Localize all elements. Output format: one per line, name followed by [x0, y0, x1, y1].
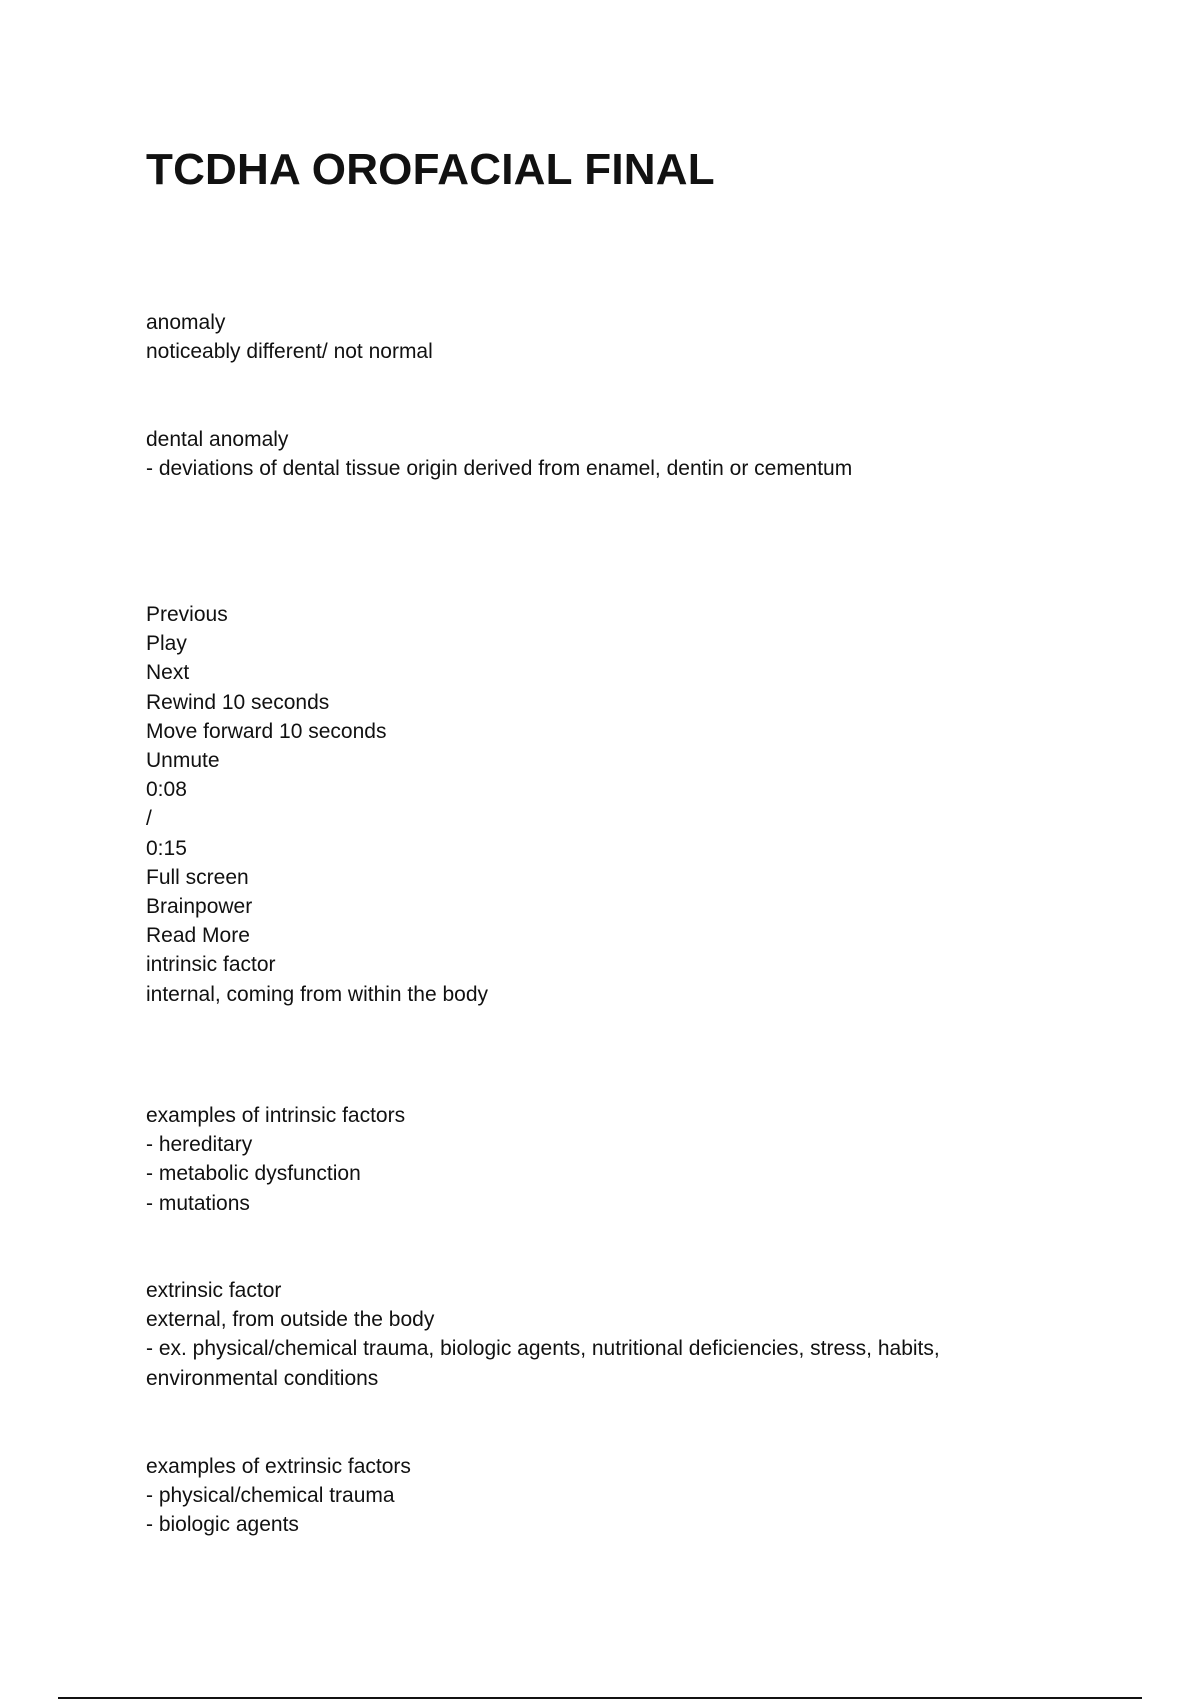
term-extrinsic-examples	[146, 1452, 1046, 1540]
current-time: 0:08	[146, 778, 187, 802]
unmute-button[interactable]: Unmute	[146, 749, 220, 773]
term-label: dental anomaly	[146, 428, 289, 451]
list-item: - metabolic dysfunction	[146, 1162, 361, 1186]
term-detail: - ex. physical/chemical trauma, biologic agents, nutritional deficiencies, stress, habits, environmental conditions	[146, 1337, 940, 1390]
term-extrinsic-factor	[146, 1276, 1046, 1393]
list-item: - hereditary	[146, 1133, 253, 1157]
previous-button[interactable]: Previous	[146, 603, 228, 626]
term-definition: - deviations of dental tissue origin derived from enamel, dentin or cementum	[146, 457, 853, 481]
term-dental-anomaly	[146, 425, 1046, 483]
term-anomaly	[146, 308, 1046, 366]
term-label-intrinsic-factor: intrinsic factor	[146, 953, 276, 977]
fullscreen-button[interactable]: Full screen	[146, 865, 249, 889]
duration: 0:15	[146, 836, 187, 860]
brand-label: Brainpower	[146, 895, 253, 919]
read-more-link[interactable]: Read More	[146, 924, 250, 948]
term-label: examples of extrinsic factors	[146, 1455, 411, 1478]
footer-divider	[58, 1697, 1142, 1699]
list-item: - physical/chemical trauma	[146, 1484, 395, 1508]
time-separator: /	[146, 807, 152, 831]
term-label: extrinsic factor	[146, 1279, 282, 1302]
play-button[interactable]: Play	[146, 632, 187, 656]
term-definition: external, from outside the body	[146, 1308, 435, 1332]
list-item: - biologic agents	[146, 1513, 299, 1537]
term-definition: noticeably different/ not normal	[146, 340, 433, 364]
page-title: TCDHA OROFACIAL FINAL	[146, 145, 715, 194]
media-player-text	[146, 600, 1046, 1009]
term-label: examples of intrinsic factors	[146, 1104, 406, 1127]
term-label: anomaly	[146, 311, 226, 334]
term-intrinsic-examples	[146, 1101, 1046, 1218]
list-item: - mutations	[146, 1191, 250, 1215]
forward-button[interactable]: Move forward 10 seconds	[146, 719, 387, 743]
term-definition-intrinsic-factor: internal, coming from within the body	[146, 982, 488, 1006]
rewind-button[interactable]: Rewind 10 seconds	[146, 690, 330, 714]
next-button[interactable]: Next	[146, 661, 190, 685]
